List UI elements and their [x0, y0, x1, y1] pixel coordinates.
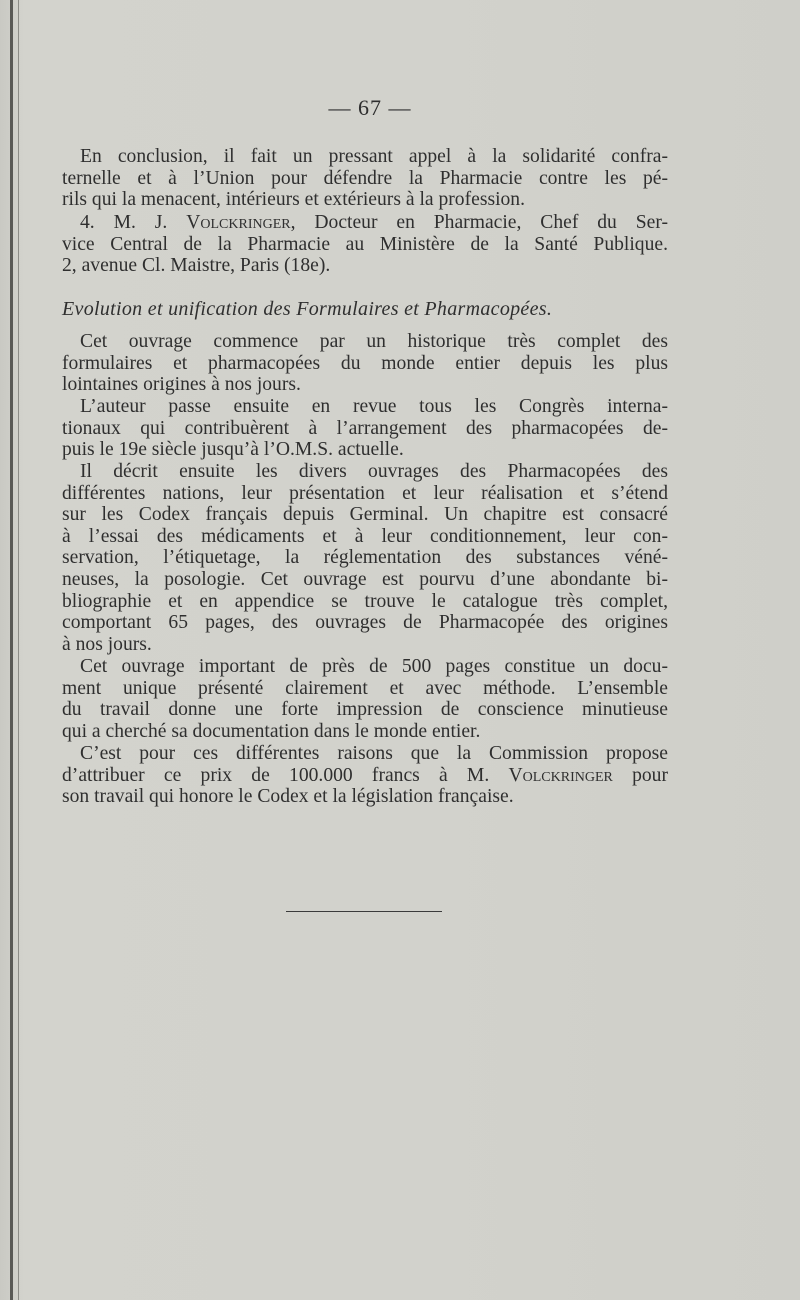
award-entry: [62, 212, 668, 277]
page-number: — 67 —: [328, 95, 412, 120]
text-line: rils qui la menacent, intérieurs et extérieurs à la profession.: [62, 189, 526, 211]
text-line: son travail qui honore le Codex et la législation française.: [62, 786, 514, 808]
award-text-end: pour: [612, 764, 668, 786]
text-line: à nos jours.: [62, 633, 152, 655]
text-line: bliographie et en appendice se trouve le catalogue très complet,: [62, 590, 668, 612]
text-line: [62, 765, 668, 787]
paragraph-importance: [62, 656, 668, 742]
text-line: C’est pour ces différentes raisons que la Commission propose: [80, 743, 668, 764]
text-line: Cet ouvrage important de près de 500 pages constitue un docu-: [80, 656, 668, 677]
section-divider: [286, 911, 442, 912]
paragraph-award-proposal: [62, 743, 668, 808]
entry-title-text: , Docteur en Pharmacie, Chef du Ser-: [290, 212, 668, 233]
work-title-heading: Evolution et unification des Formulaires et Pharmacopées.: [62, 298, 553, 320]
award-text: d’attribuer ce prix de 100.000 francs à M.: [62, 764, 509, 786]
author-name: Volckringer: [508, 764, 613, 786]
text-line: sur les Codex français depuis Germinal. Un chapitre est consacré: [62, 504, 668, 526]
text-line: En conclusion, il fait un pressant appel à la solidarité confra-: [80, 146, 668, 167]
text-line: Il décrit ensuite les divers ouvrages des Pharmacopées des: [80, 461, 668, 482]
text-line: neuses, la posologie. Cet ouvrage est pourvu d’une abondante bi-: [62, 568, 668, 590]
text-line: formulaires et pharmacopées du monde entier depuis les plus: [62, 352, 668, 374]
text-line: du travail donne une forte impression de conscience minutieuse: [62, 699, 668, 721]
entry-number: 4. M. J.: [80, 212, 187, 233]
text-line: ternelle et à l’Union pour défendre la Pharmacie contre les pé-: [62, 167, 668, 189]
paragraph-congresses: [62, 396, 668, 461]
author-address: 2, avenue Cl. Maistre, Paris (18e).: [62, 255, 331, 277]
page-binding-edge: [10, 0, 13, 1300]
paragraph-conclusion: [62, 146, 668, 211]
text-line: vice Central de la Pharmacie au Ministère de la Santé Publique.: [62, 233, 668, 255]
text-line: ment unique présenté clairement et avec méthode. L’ensemble: [62, 677, 668, 699]
text-line: comportant 65 pages, des ouvrages de Pharmacopée des origines: [62, 612, 668, 634]
author-name: Volckringer: [186, 212, 291, 233]
text-line: Cet ouvrage commence par un historique très complet des: [80, 331, 668, 352]
text-line: à l’essai des médicaments et à leur conditionnement, leur con-: [62, 525, 668, 547]
paragraph-history: [62, 331, 668, 396]
entry-line-1: [62, 212, 668, 234]
text-line: lointaines origines à nos jours.: [62, 374, 301, 396]
paragraph-works: [62, 461, 668, 655]
page-binding-shadow: [18, 0, 19, 1300]
text-line: servation, l’étiquetage, la réglementation des substances véné-: [62, 547, 668, 569]
text-line: puis le 19e siècle jusqu’à l’O.M.S. actuelle.: [62, 439, 404, 461]
text-line: tionaux qui contribuèrent à l’arrangement des pharmacopées de-: [62, 417, 668, 439]
text-line: qui a cherché sa documentation dans le monde entier.: [62, 720, 481, 742]
text-line: L’auteur passe ensuite en revue tous les Congrès interna-: [80, 396, 668, 417]
text-line: différentes nations, leur présentation et leur réalisation et s’étend: [62, 482, 668, 504]
